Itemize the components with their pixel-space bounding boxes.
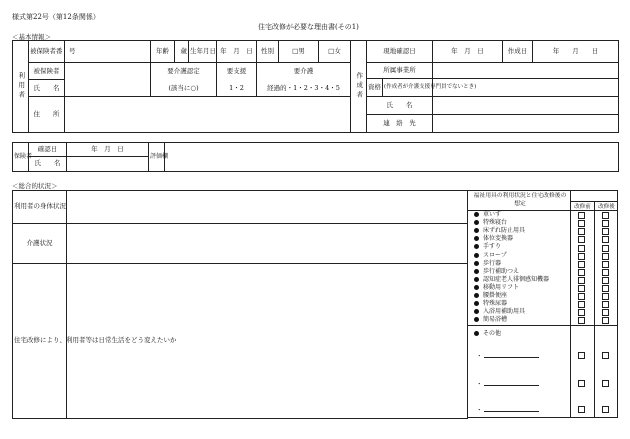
physical-status-field[interactable] [67,191,468,224]
care-cert-cell [151,63,217,97]
support-label: 要支援 [226,67,247,75]
birthdate-field[interactable]: 年 月 日 [217,41,257,63]
age-label: 年齢 [151,41,175,63]
bullet-icon [474,269,479,274]
other-2-after-checkbox[interactable] [602,380,609,387]
equipment-item [474,260,618,268]
form-number: 様式第22号（第12条関係） [12,13,100,21]
user-info-table [12,40,351,133]
other-3-after-checkbox[interactable] [602,406,609,413]
equipment-item-label: 移動用リフト [483,283,520,291]
created-label: 作成日 [503,41,533,63]
equipment-item-label: 認知症老人徘徊感知機器 [483,275,550,283]
created-date-field[interactable]: 年 月 日 [533,41,619,63]
bullet-icon [474,293,479,298]
insured-number-field[interactable] [65,41,151,63]
care-status-field[interactable] [67,224,468,264]
equipment-item-label: 簡易浴槽 [483,316,508,324]
other-1-before-checkbox[interactable] [578,352,585,359]
other-blank-line-1[interactable] [484,351,539,358]
qualification-note: (作成者が介護支援専門員でないとき) [383,79,433,97]
care-level-label: 要介護 [293,67,314,75]
insurer-name-field[interactable] [67,157,149,172]
insured-name-field[interactable] [65,63,151,97]
equipment-list [474,211,618,325]
equipment-item-label: 歩行補助つえ [483,267,520,275]
blank-marker: ・ [476,352,483,360]
author-info-table [350,40,619,133]
equipment-item-label: 車いす [483,211,502,218]
bullet-icon [474,285,479,290]
equipment-item [474,276,618,284]
equipment-item-label: 体位変換器 [483,235,514,243]
equipment-item-label: 歩行器 [483,259,502,267]
insurer-name-label: 氏 名 [29,157,67,172]
user-side-label: 利用者 [13,41,29,133]
other-blank-line-3[interactable] [484,405,539,412]
insured-name-cell [29,63,65,97]
site-check-date-field[interactable]: 年 月 日 [433,41,503,63]
equipment-item [474,292,618,300]
bullet-icon [474,253,479,258]
sex-female-checkbox[interactable]: □女 [319,41,351,63]
equipment-item-label: 床ずれ防止用具 [483,227,526,235]
sex-male-checkbox[interactable]: □男 [279,41,319,63]
equipment-item [474,300,618,308]
overall-status-table [12,190,468,419]
insured-label: 被保険者 [29,63,64,80]
bullet-icon [474,309,479,314]
other-blank-row-2 [474,379,618,389]
section-overall: ＜総合的状況＞ [12,182,58,190]
equipment-item [474,252,618,260]
other-2-before-checkbox[interactable] [578,380,585,387]
insurer-table [12,142,619,172]
other-section-rule [468,325,618,326]
before-column-label: 改修前 [574,204,591,210]
equipment-item [474,211,618,219]
name-label: 氏 名 [33,84,60,92]
equipment-panel [467,190,618,418]
equipment-item-label: 手すり [483,243,502,251]
comment-label: 評価欄 [149,143,165,172]
equipment-item-label: 腰掛便座 [483,292,508,299]
author-side-label: 作成者 [351,41,367,133]
bullet-icon [474,236,479,241]
address-label: 住 所 [29,97,65,133]
bullet-icon [474,331,479,336]
equipment-item [474,316,618,324]
improvement-goal-label: 住宅改修により、利用者等は日常生活をどう変えたいか [13,264,67,419]
blank-marker: ・ [476,380,483,388]
confirm-date-label: 確認日 [29,143,67,157]
age-unit: 歳 [175,41,189,63]
support-cell [217,63,257,97]
author-name-label: 氏 名 [367,97,433,115]
bullet-icon [474,228,479,233]
page-title: 住宅改修が必要な理由書(その1) [258,23,359,31]
before-checkbox[interactable] [578,317,585,324]
equipment-item [474,219,618,227]
bullet-icon [474,277,479,282]
comment-field[interactable] [165,143,619,172]
bullet-icon [474,301,479,306]
equipment-item-label: スロープ [483,251,507,259]
bullet-icon [474,317,479,322]
after-column-label: 改修後 [598,204,615,210]
other-item [474,328,501,337]
author-name-field[interactable] [433,97,619,115]
confirm-date-field[interactable]: 年 月 日 [67,143,149,157]
support-values[interactable]: 1・2 [229,84,244,92]
after-checkbox[interactable] [602,317,609,324]
other-1-after-checkbox[interactable] [602,352,609,359]
site-check-label: 現地確認日 [367,41,433,63]
equipment-item-label: 特殊寝台 [483,219,508,227]
equipment-item [474,243,618,251]
office-field[interactable] [433,63,619,79]
bullet-icon [474,261,479,266]
equipment-header: 福祉用具の利用状況と住宅改修後の想定 [473,193,567,207]
equipment-item [474,284,618,292]
bullet-icon [474,244,479,249]
address-field[interactable] [65,97,351,133]
equipment-item [474,268,618,276]
section-basic-info: ＜基本情報＞ [12,33,51,41]
other-blank-row-3 [474,405,618,415]
care-cert-note: (該当に○) [168,84,199,92]
contact-label: 連 絡 先 [367,115,433,133]
equipment-item-label: 特殊尿器 [483,300,508,308]
care-status-label: 介護状況 [13,224,67,264]
care-cert-label: 要介護認定 [167,67,200,75]
equipment-item-label: 入浴用補助用具 [483,308,526,316]
other-blank-line-2[interactable] [484,379,539,386]
insured-number-label: 被保険者番 号 [29,41,65,63]
other-label: その他 [483,330,502,337]
qualification-label: 資格 [367,79,383,97]
equipment-item [474,308,618,316]
birthdate-label: 生年月日 [189,41,217,63]
office-label: 所属事業所 [367,63,433,79]
blank-marker: ・ [476,406,483,414]
bullet-icon [474,212,479,217]
care-level-values[interactable]: 経過的・1・2・3・4・5 [267,84,340,92]
other-3-before-checkbox[interactable] [578,406,585,413]
contact-field[interactable] [433,115,619,133]
equipment-item [474,227,618,235]
insurer-side-label: 保険者 [13,143,29,172]
care-level-cell [257,63,351,97]
bullet-icon [474,220,479,225]
physical-status-label: 利用者の身体状況 [13,191,67,224]
other-blank-row-1 [474,351,618,361]
sex-label: 性別 [257,41,279,63]
